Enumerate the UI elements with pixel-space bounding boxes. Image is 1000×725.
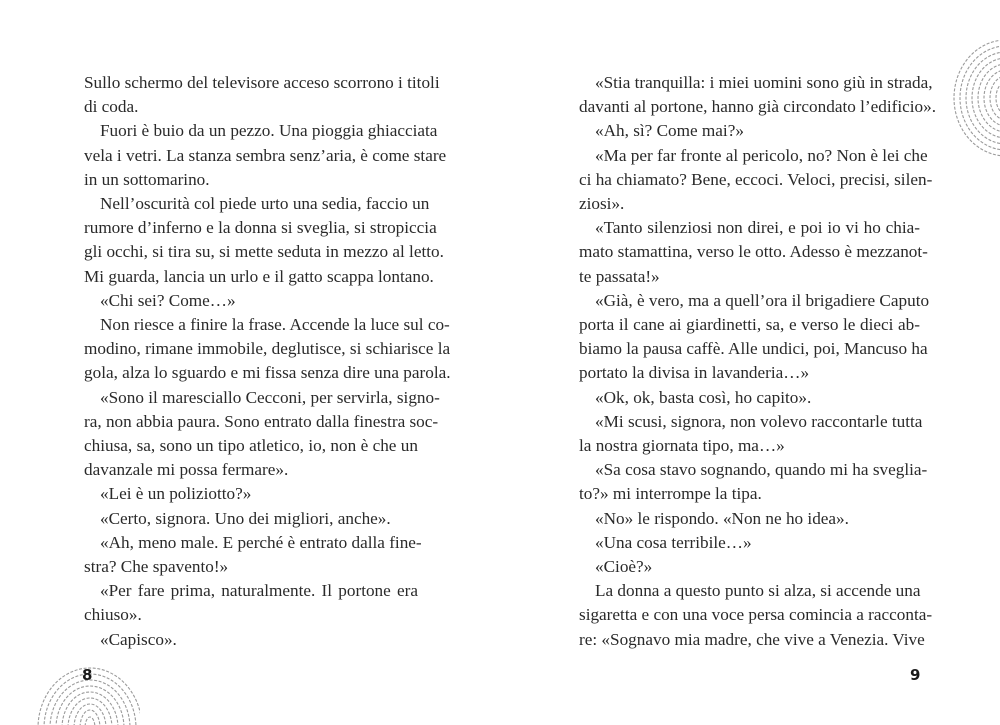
left-page-text [84, 71, 451, 652]
text-line: Non riesce a finire la frase. Accende la luce sul co- [100, 315, 450, 335]
text-line: stra? Che spavento!» [84, 557, 229, 577]
text-line: in un sottomarino. [84, 169, 210, 189]
text-line: «Mi scusi, signora, non volevo raccontarle tutta [595, 411, 923, 431]
fingerprint-icon [948, 40, 1000, 160]
page-number: 8 [82, 666, 93, 684]
text-line: te passata!» [579, 266, 660, 286]
fingerprint-icon [30, 648, 140, 725]
text-line: chiuso». [84, 605, 142, 625]
text-line: «Capisco». [100, 629, 177, 649]
text-line: la nostra giornata tipo, ma…» [579, 436, 785, 456]
text-line: «Stia tranquilla: i miei uomini sono giù in strada, [595, 73, 933, 92]
text-line: «Ah, sì? Come mai?» [595, 121, 744, 141]
text-line: sigaretta e con una voce persa comincia a racconta- [579, 605, 933, 625]
text-line: ziosi». [579, 194, 625, 214]
text-line: Nell’oscurità col piede urto una sedia, faccio un [100, 194, 430, 214]
right-page-text [579, 71, 936, 652]
text-line: «Sono il maresciallo Cecconi, per servirla, signo- [100, 387, 440, 407]
text-line: davanti al portone, hanno già circondato l’edificio». [579, 97, 936, 117]
text-line: «Ah, meno male. E perché è entrato dalla fine- [100, 532, 422, 552]
text-line: chiusa, sa, sono un tipo atletico, io, non è che un [84, 436, 418, 456]
text-line: «Tanto silenziosi non direi, e poi io vi ho chia- [595, 218, 920, 238]
text-line: re: «Sognavo mia madre, che vive a Venezia. Vive [579, 629, 925, 649]
text-line: gola, alza lo sguardo e mi fissa senza dire una parola. [84, 363, 451, 383]
text-line: gli occhi, si tira su, si mette seduta in mezzo al letto. [84, 242, 444, 262]
right-page [500, 0, 1000, 725]
text-line: vela i vetri. La stanza sembra senz’aria, è come stare [84, 145, 447, 165]
text-line: «Certo, signora. Uno dei migliori, anche». [100, 508, 391, 528]
text-line: «Ok, ok, basta così, ho capito». [595, 387, 812, 407]
text-line: davanzale mi possa fermare». [84, 460, 289, 480]
text-line: «Ma per far fronte al pericolo, no? Non è lei che [595, 145, 928, 165]
text-line: Sullo schermo del televisore acceso scorrono i titoli [84, 73, 440, 92]
text-line: porta il cane ai giardinetti, sa, e verso le dieci ab- [579, 315, 920, 335]
text-line: «Lei è un poliziotto?» [100, 484, 252, 504]
text-line: «No» le rispondo. «Non ne ho idea». [595, 508, 849, 528]
text-line: portato la divisa in lavanderia…» [579, 363, 810, 383]
text-line: mato stamattina, verso le otto. Adesso è mezzanot- [579, 242, 928, 262]
text-line: ci ha chiamato? Bene, eccoci. Veloci, precisi, silen- [579, 169, 933, 189]
text-line: biamo la pausa caffè. Alle undici, poi, Mancuso ha [579, 339, 928, 359]
text-line: «Una cosa terribile…» [595, 532, 752, 552]
text-line: modino, rimane immobile, deglutisce, si schiarisce la [84, 339, 451, 359]
text-line: La donna a questo punto si alza, si accende una [595, 581, 921, 601]
text-line: Mi guarda, lancia un urlo e il gatto scappa lontano. [84, 266, 434, 286]
text-line: to?» mi interrompe la tipa. [579, 484, 762, 504]
text-line: di coda. [84, 97, 139, 117]
text-line: «Già, è vero, ma a quell’ora il brigadiere Caputo [595, 290, 930, 310]
text-line: Fuori è buio da un pezzo. Una pioggia ghiacciata [100, 121, 438, 141]
text-line: «Per fare prima, naturalmente. Il portone era [100, 581, 418, 601]
text-line: ra, non abbia paura. Sono entrato dalla finestra soc- [84, 411, 439, 431]
text-line: «Cioè?» [595, 557, 653, 577]
text-line: «Sa cosa stavo sognando, quando mi ha sveglia- [595, 460, 928, 480]
page-number: 9 [910, 666, 921, 684]
text-line: «Chi sei? Come…» [100, 290, 236, 310]
text-line: rumore d’inferno e la donna si sveglia, si stropiccia [84, 218, 437, 238]
